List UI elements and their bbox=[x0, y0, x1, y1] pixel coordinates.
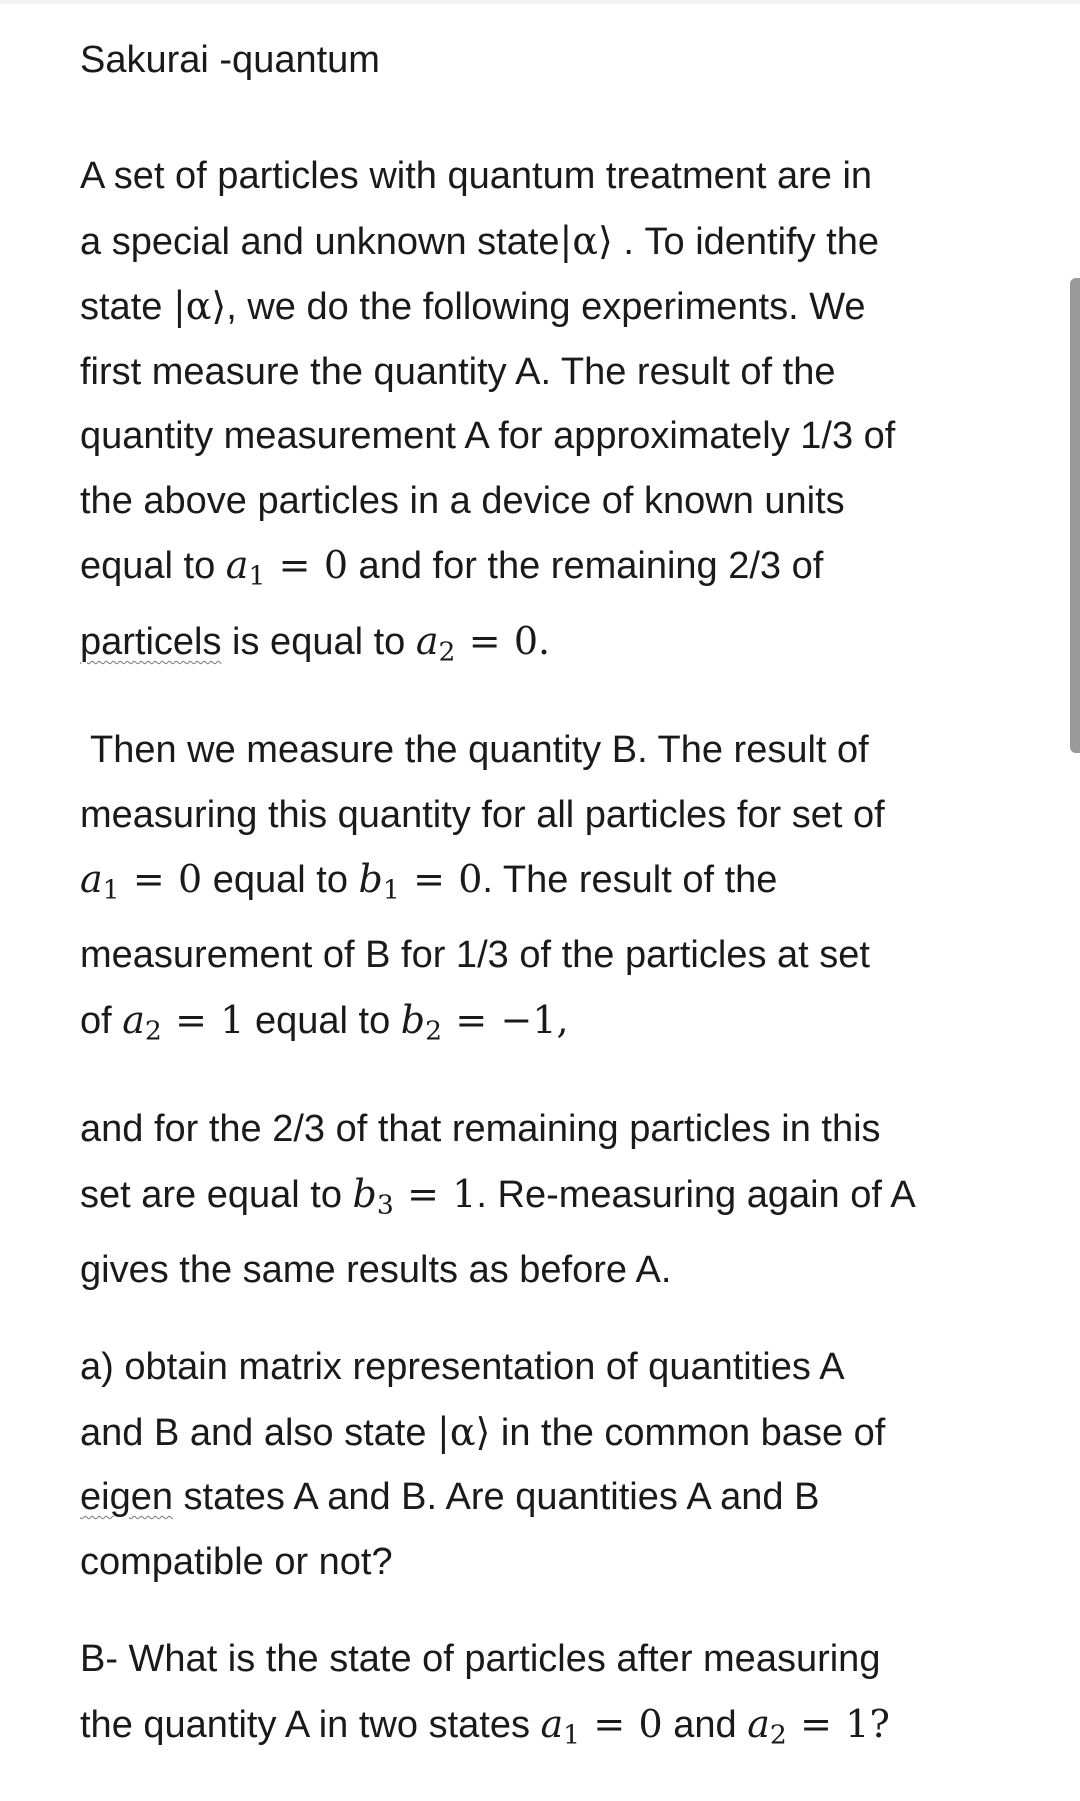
ket-alpha: |α⟩ bbox=[437, 1409, 491, 1454]
top-border bbox=[0, 0, 1080, 4]
text-line: the quantity A in two states $a_1 = 0$ and $a_2 = 1$? bbox=[80, 1701, 890, 1751]
paragraph-measure-b bbox=[80, 718, 1010, 1064]
misspelled-word: eigen bbox=[80, 1476, 173, 1519]
text-line: set are equal to $b_3 = 1$. Re-measuring again of A bbox=[80, 1171, 916, 1221]
question-b bbox=[80, 1627, 1010, 1768]
text-line: quantity measurement A for approximately 1/3 of bbox=[80, 415, 896, 457]
misspelled-word: particels bbox=[80, 621, 222, 664]
text-line: a special and unknown state|α⟩ . To identify the bbox=[80, 218, 879, 263]
ket-alpha: |α⟩ bbox=[559, 218, 613, 263]
text-line: Then we measure the quantity B. The result of bbox=[90, 729, 869, 772]
text-line: B- What is the state of particles after measuring bbox=[80, 1638, 881, 1681]
question-a bbox=[80, 1335, 1010, 1594]
math-b3: $b_3 = 1$ bbox=[352, 1171, 477, 1221]
page-title: Sakurai -quantum bbox=[80, 39, 380, 81]
document-page bbox=[80, 28, 1010, 1801]
text-line: and for the 2/3 of that remaining particles in this bbox=[80, 1108, 881, 1151]
math-a2: $a_2 = 1$ bbox=[122, 997, 245, 1047]
text-line: eigen states A and B. Are quantities A and B bbox=[80, 1476, 820, 1519]
math-b1: $b_1 = 0$ bbox=[358, 857, 483, 906]
text-line: particels is equal to $a_2 = 0$. bbox=[80, 619, 551, 668]
text-line: and B and also state |α⟩ in the common base of bbox=[80, 1409, 886, 1454]
text-line: equal to $a_1 = 0$ and for the remaining 2/3 of bbox=[80, 543, 824, 592]
paragraph-remaining bbox=[80, 1097, 1010, 1302]
text-line: measurement of B for 1/3 of the particles at set bbox=[80, 934, 870, 977]
text-line: gives the same results as before A. bbox=[80, 1248, 672, 1291]
text-line: the above particles in a device of known units bbox=[80, 479, 845, 522]
math-a2: $a_2 = 0$. bbox=[415, 619, 551, 668]
text-line: a) obtain matrix representation of quantities A bbox=[80, 1346, 845, 1389]
vertical-scrollbar[interactable] bbox=[1070, 278, 1080, 753]
text-line: of $a_2 = 1$ equal to $b_2 = -1$, bbox=[80, 997, 569, 1047]
text-line: measuring this quantity for all particles for set of bbox=[80, 793, 885, 836]
paragraph-intro bbox=[80, 144, 1010, 685]
text-line: state |α⟩, we do the following experiments. We bbox=[80, 284, 866, 328]
math-a1: $a_1 = 0$ bbox=[225, 543, 348, 592]
text-line: compatible or not? bbox=[80, 1540, 393, 1583]
math-a1: $a_1 = 0$ bbox=[540, 1701, 663, 1751]
text-line: A set of particles with quantum treatment are in bbox=[80, 155, 873, 197]
math-a1: $a_1 = 0$ bbox=[80, 857, 203, 906]
ket-alpha: |α⟩ bbox=[172, 284, 227, 328]
text-line: first measure the quantity A. The result of the bbox=[80, 350, 836, 393]
math-a2: $a_2 = 1$? bbox=[747, 1701, 890, 1751]
text-line: $a_1 = 0$ equal to $b_1 = 0$. The result of the bbox=[80, 857, 778, 906]
math-b2: $b_2 = -1$, bbox=[400, 997, 569, 1047]
